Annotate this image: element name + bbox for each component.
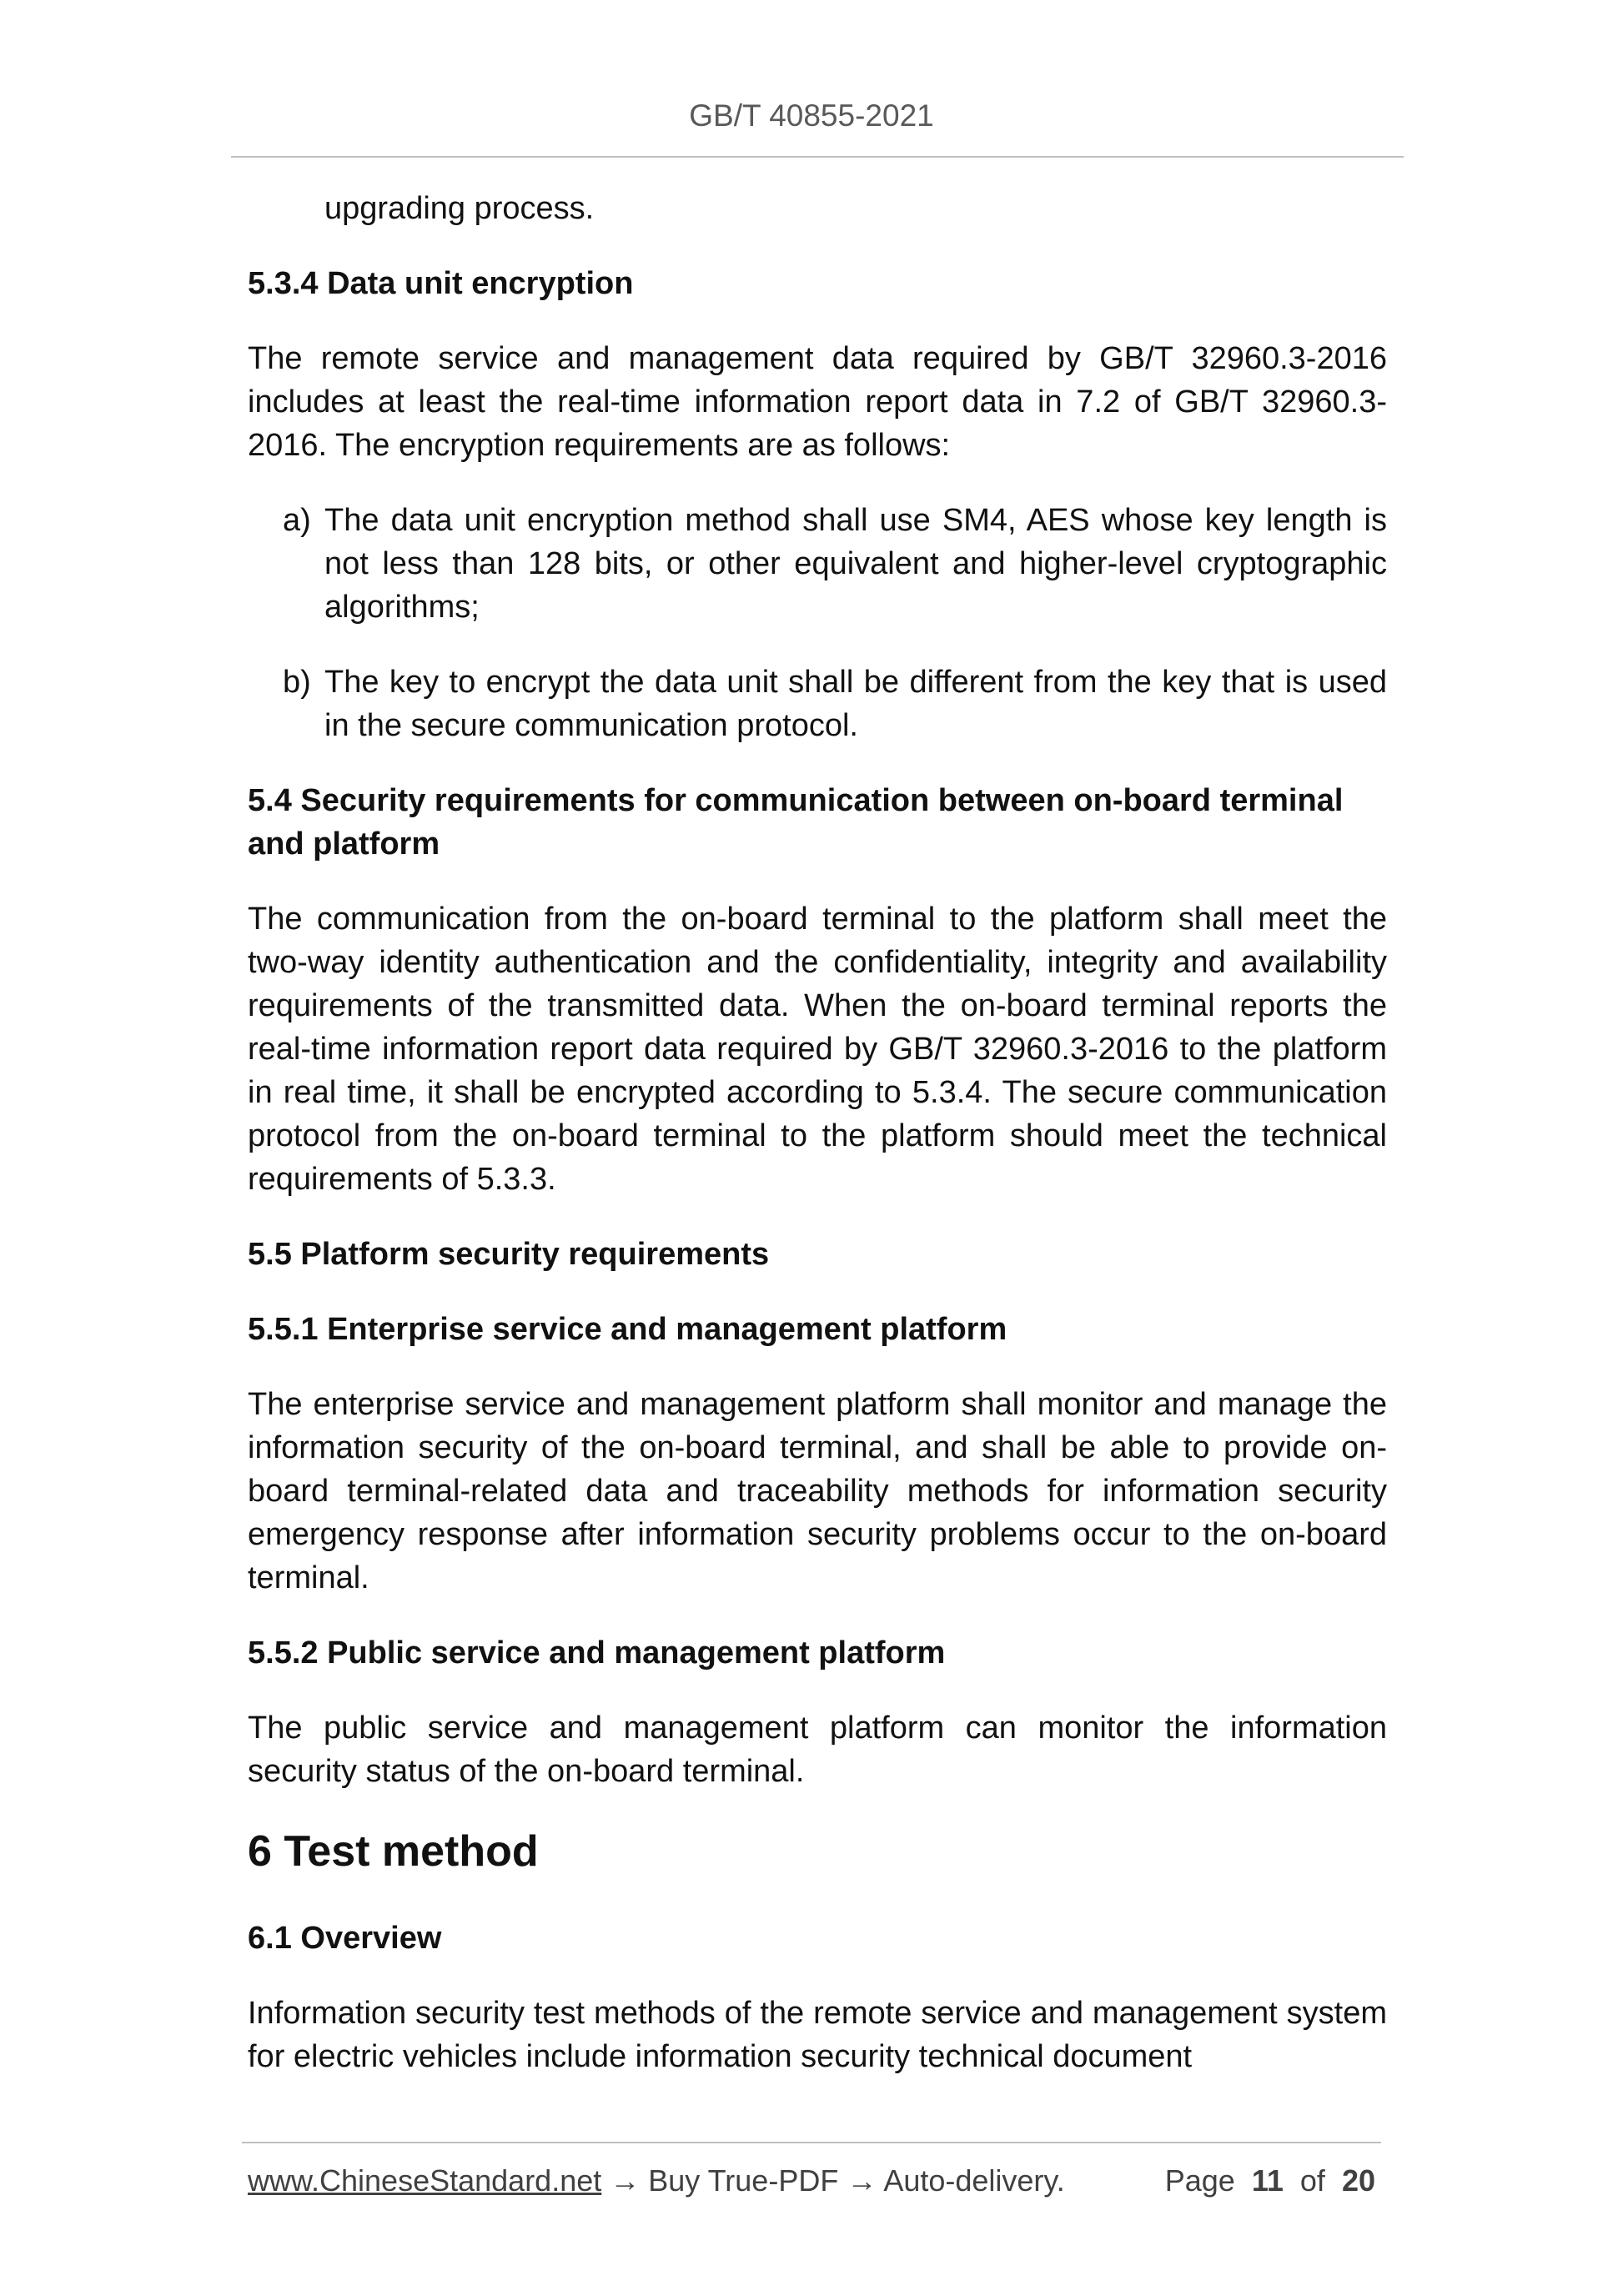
heading-5-5-2: 5.5.2 Public service and management platform	[248, 1635, 946, 1671]
list-item-b	[248, 661, 1387, 747]
list-item-a	[248, 499, 1387, 629]
heading-5-4: 5.4 Security requirements for communication between on-board terminal and platform	[248, 783, 1344, 862]
paragraph-5-5-1: The enterprise service and management platform shall monitor and manage the information security of the on-board terminal, and shall be able to provide on-board terminal-related data and traceability methods for information security emergency response after information security problems occur to the on-board terminal.	[248, 1387, 1387, 1595]
page-indicator	[1165, 2163, 1375, 2198]
page-label: Page	[1164, 2163, 1235, 2198]
heading-5-5-1: 5.5.1 Enterprise service and management platform	[248, 1312, 1007, 1347]
paragraph-5-3-4: The remote service and management data required by GB/T 32960.3-2016 includes at least the real-time information report data in 7.2 of GB/T 32960.3-2016. The encryption requirements are as follows:	[248, 341, 1387, 463]
footer-promo: → Buy True-PDF → Auto-delivery.	[601, 2163, 1065, 2198]
footer-divider	[242, 2142, 1381, 2143]
website-link[interactable]: www.ChineseStandard.net	[248, 2163, 602, 2198]
list-text-b: The key to encrypt the data unit shall be different from the key that is used in the secure communication protocol.	[324, 665, 1387, 743]
of-label: of	[1299, 2163, 1325, 2198]
heading-6-1: 6.1 Overview	[248, 1921, 442, 1956]
paragraph-6-1: Information security test methods of the remote service and management system for electric vehicles include information security technical document	[248, 1996, 1387, 2074]
list-marker-b: b)	[283, 665, 311, 700]
page-header: GB/T 40855-2021	[689, 98, 934, 133]
header-divider	[231, 156, 1404, 158]
document-body	[248, 187, 1387, 2110]
total-pages-number: 20	[1341, 2163, 1375, 2198]
heading-5-5: 5.5 Platform security requirements	[248, 1237, 770, 1272]
paragraph-5-4: The communication from the on-board terminal to the platform shall meet the two-way identity authentication and the confidentiality, integrity and availability requirements of the transmitted data. When the on-board terminal reports the real-time information report data required by GB/T 32960.3-2016 to the platform in real time, it shall be encrypted according to 5.3.4. The secure communication protocol from the on-board terminal to the platform should meet the technical requirements of 5.3.3.	[248, 902, 1387, 1197]
list-marker-a: a)	[283, 503, 311, 538]
heading-6: 6 Test method	[248, 1827, 539, 1876]
current-page-number: 11	[1251, 2163, 1284, 2198]
page-footer	[248, 2163, 1375, 2198]
continuation-text: upgrading process.	[324, 191, 595, 226]
paragraph-5-5-2: The public service and management platform can monitor the information security status of the on-board terminal.	[248, 1711, 1387, 1789]
heading-5-3-4: 5.3.4 Data unit encryption	[248, 266, 634, 301]
list-text-a: The data unit encryption method shall use SM4, AES whose key length is not less than 128 bits, or other equivalent and higher-level cryptographic algorithms;	[324, 503, 1387, 625]
